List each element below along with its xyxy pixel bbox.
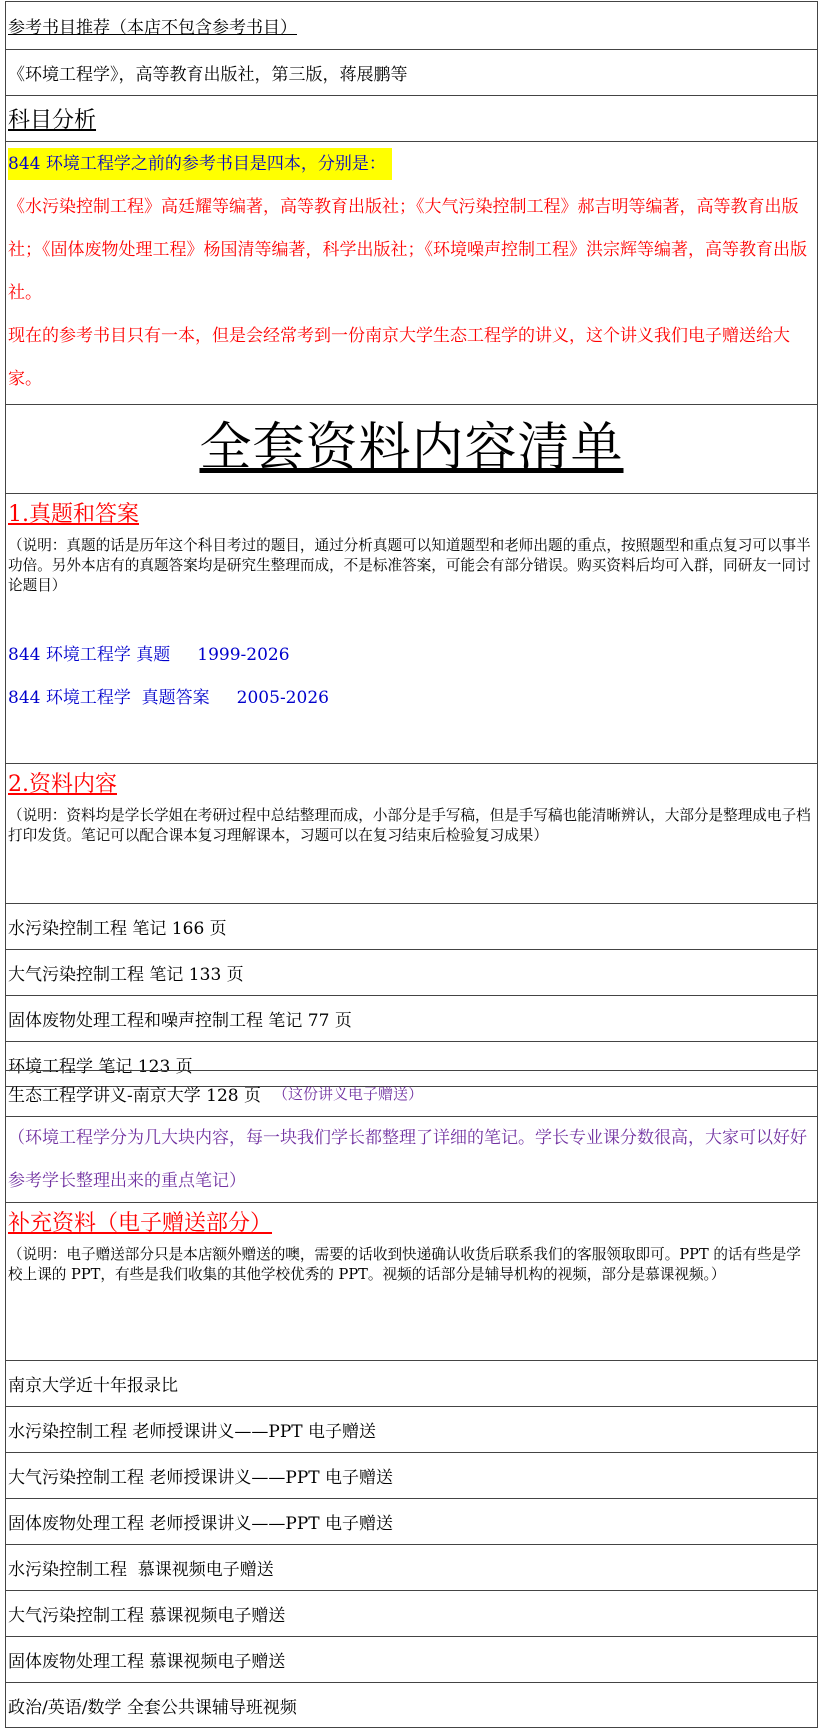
list-item [6,1360,817,1406]
supplement-item: 固体废物处理工程 慕课视频电子赠送 [8,1652,286,1672]
list-item [6,1590,817,1636]
current-reference-note: 现在的参考书目只有一本，但是会经常考到一份南京大学生态工程学的讲义，这个讲义我们电子赠送给大家。 [8,326,790,389]
section2-note: （说明：资料均是学长学姐在考研过程中总结整理而成，小部分是手写稿，但是手写稿也能清晰辨认，大部分是整理成电子档打印发货。笔记可以配合课本复习理解课本，习题可以在复习结束后检验复习成果） [8,807,811,844]
section2 [6,763,817,903]
ecology-gift-note: （这份讲义电子赠送） [273,1085,424,1103]
list-item [6,1682,817,1728]
reference-book: 《环境工程学》，高等教育出版社，第三版，蒋展鹏等 [8,65,408,85]
main-title: 全套资料内容清单 [199,418,624,478]
list-item [6,949,817,995]
document-sheet-1 [5,1,818,1087]
exam-answers-line: 844 环境工程学 真题答案 2005-2026 [8,688,329,708]
books-heading: 参考书目推荐（本店不包含参考书目） [8,18,297,38]
analysis-body [6,141,817,404]
ecology-notes-label: 生态工程学讲义-南京大学 128 页 [8,1086,261,1106]
supplement-item: 固体废物处理工程 老师授课讲义——PPT 电子赠送 [8,1514,394,1534]
books-heading-row [6,1,817,49]
main-title-row [6,404,817,493]
notes-item: 大气污染控制工程 笔记 133 页 [8,965,244,985]
exam-papers-line: 844 环境工程学 真题 1999-2026 [8,645,290,665]
list-item [6,1544,817,1590]
supplement-item: 大气污染控制工程 老师授课讲义——PPT 电子赠送 [8,1468,394,1488]
list-item [6,1636,817,1682]
list-item [6,1406,817,1452]
analysis-heading-row [6,95,817,141]
list-item [6,1452,817,1498]
supplement-item: 水污染控制工程 慕课视频电子赠送 [8,1560,274,1580]
book-row [6,49,817,95]
list-item [6,995,817,1041]
ecology-description: （环境工程学分为几大块内容，每一块我们学长都整理了详细的笔记。学长专业课分数很高，大家可以好好参考学长整理出来的重点笔记） [6,1116,817,1202]
ecology-notes-row [6,1070,817,1116]
list-item [6,903,817,949]
notes-item: 水污染控制工程 笔记 166 页 [8,919,227,939]
document-sheet-2 [5,1070,818,1728]
notes-item: 环境工程学 笔记 123 页 [8,1056,193,1077]
section1-note: （说明：真题的话是历年这个科目考过的题目，通过分析真题可以知道题型和老师出题的重点，按照题型和重点复习可以事半功倍。另外本店有的真题答案均是研究生整理而成，不是标准答案，可能会有部分错误。购买资料后均可入群，同研友一同讨论题目） [8,537,811,594]
section1 [6,493,817,763]
section1-heading: 1.真题和答案 [8,502,139,527]
supplement-section [6,1202,817,1360]
list-item [6,1498,817,1544]
supplement-item: 政治/英语/数学 全套公共课辅导班视频 [8,1697,297,1718]
supplement-heading: 补充资料（电子赠送部分） [8,1211,273,1236]
analysis-heading: 科目分析 [8,108,97,133]
supplement-item: 大气污染控制工程 慕课视频电子赠送 [8,1606,286,1626]
old-reference-books: 《水污染控制工程》高廷耀等编著，高等教育出版社；《大气污染控制工程》郝吉明等编著，高等教育出版社；《固体废物处理工程》杨国清等编著，科学出版社；《环境噪声控制工程》洪宗辉等编著，高等教育出版社。 [8,197,807,303]
notes-item: 固体废物处理工程和噪声控制工程 笔记 77 页 [8,1011,352,1031]
supplement-item: 南京大学近十年报录比 [8,1376,178,1396]
supplement-item: 水污染控制工程 老师授课讲义——PPT 电子赠送 [8,1422,377,1442]
section2-heading: 2.资料内容 [8,772,117,797]
supplement-note: （说明：电子赠送部分只是本店额外赠送的噢，需要的话收到快递确认收货后联系我们的客服领取即可。PPT 的话有些是学校上课的 PPT，有些是我们收集的其他学校优秀的 PPT。视频的话部分是辅导机构的视频，部分是慕课视频。） [8,1246,801,1283]
analysis-highlight: 844 环境工程学之前的参考书目是四本，分别是： [8,148,392,180]
